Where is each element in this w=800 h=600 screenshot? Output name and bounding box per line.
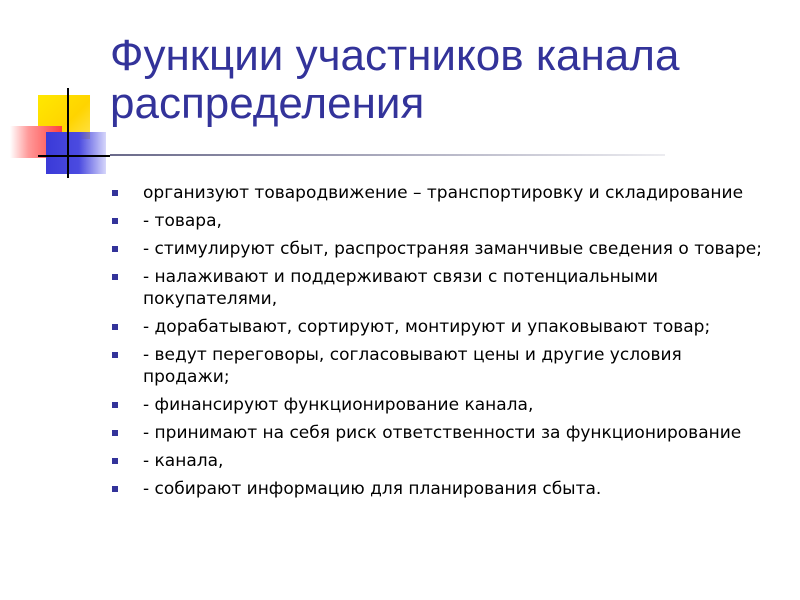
square-bullet-icon xyxy=(112,218,118,224)
list-item xyxy=(112,394,772,416)
list-item xyxy=(112,266,772,310)
bullet-text: - дорабатывают, сортируют, монтируют и упаковывают товар; xyxy=(143,317,711,337)
list-item xyxy=(112,210,772,232)
square-bullet-icon xyxy=(112,458,118,464)
bullet-text: - ведут переговоры, согласовывают цены и другие условия продажи; xyxy=(143,345,682,387)
decorative-horizontal-line xyxy=(38,155,110,157)
decorative-blue-square xyxy=(46,132,106,174)
list-item xyxy=(112,422,772,444)
bullet-text: - канала, xyxy=(143,451,224,471)
title-underline xyxy=(110,154,665,156)
list-item xyxy=(112,478,772,500)
list-item xyxy=(112,316,772,338)
bullet-text: - стимулируют сбыт, распространяя заманчивые сведения о товаре; xyxy=(143,239,762,259)
bullet-text: - финансируют функционирование канала, xyxy=(143,395,534,415)
slide-title: Функции участников канала распределения xyxy=(110,31,680,128)
decorative-vertical-line xyxy=(67,88,69,178)
square-bullet-icon xyxy=(112,402,118,408)
square-bullet-icon xyxy=(112,486,118,492)
bullet-text: - собирают информацию для планирования сбыта. xyxy=(143,479,602,499)
square-bullet-icon xyxy=(112,190,118,196)
list-item xyxy=(112,182,772,204)
square-bullet-icon xyxy=(112,246,118,252)
bullet-text: - налаживают и поддерживают связи с потенциальными покупателями, xyxy=(143,267,659,309)
bullet-list xyxy=(112,182,772,506)
square-bullet-icon xyxy=(112,352,118,358)
bullet-text: - принимают на себя риск ответственности за функционирование xyxy=(143,423,742,443)
list-item xyxy=(112,450,772,472)
bullet-text: - товара, xyxy=(143,211,222,231)
square-bullet-icon xyxy=(112,430,118,436)
bullet-text: организуют товародвижение – транспортировку и складирование xyxy=(143,183,744,203)
list-item xyxy=(112,238,772,260)
list-item xyxy=(112,344,772,388)
square-bullet-icon xyxy=(112,274,118,280)
square-bullet-icon xyxy=(112,324,118,330)
